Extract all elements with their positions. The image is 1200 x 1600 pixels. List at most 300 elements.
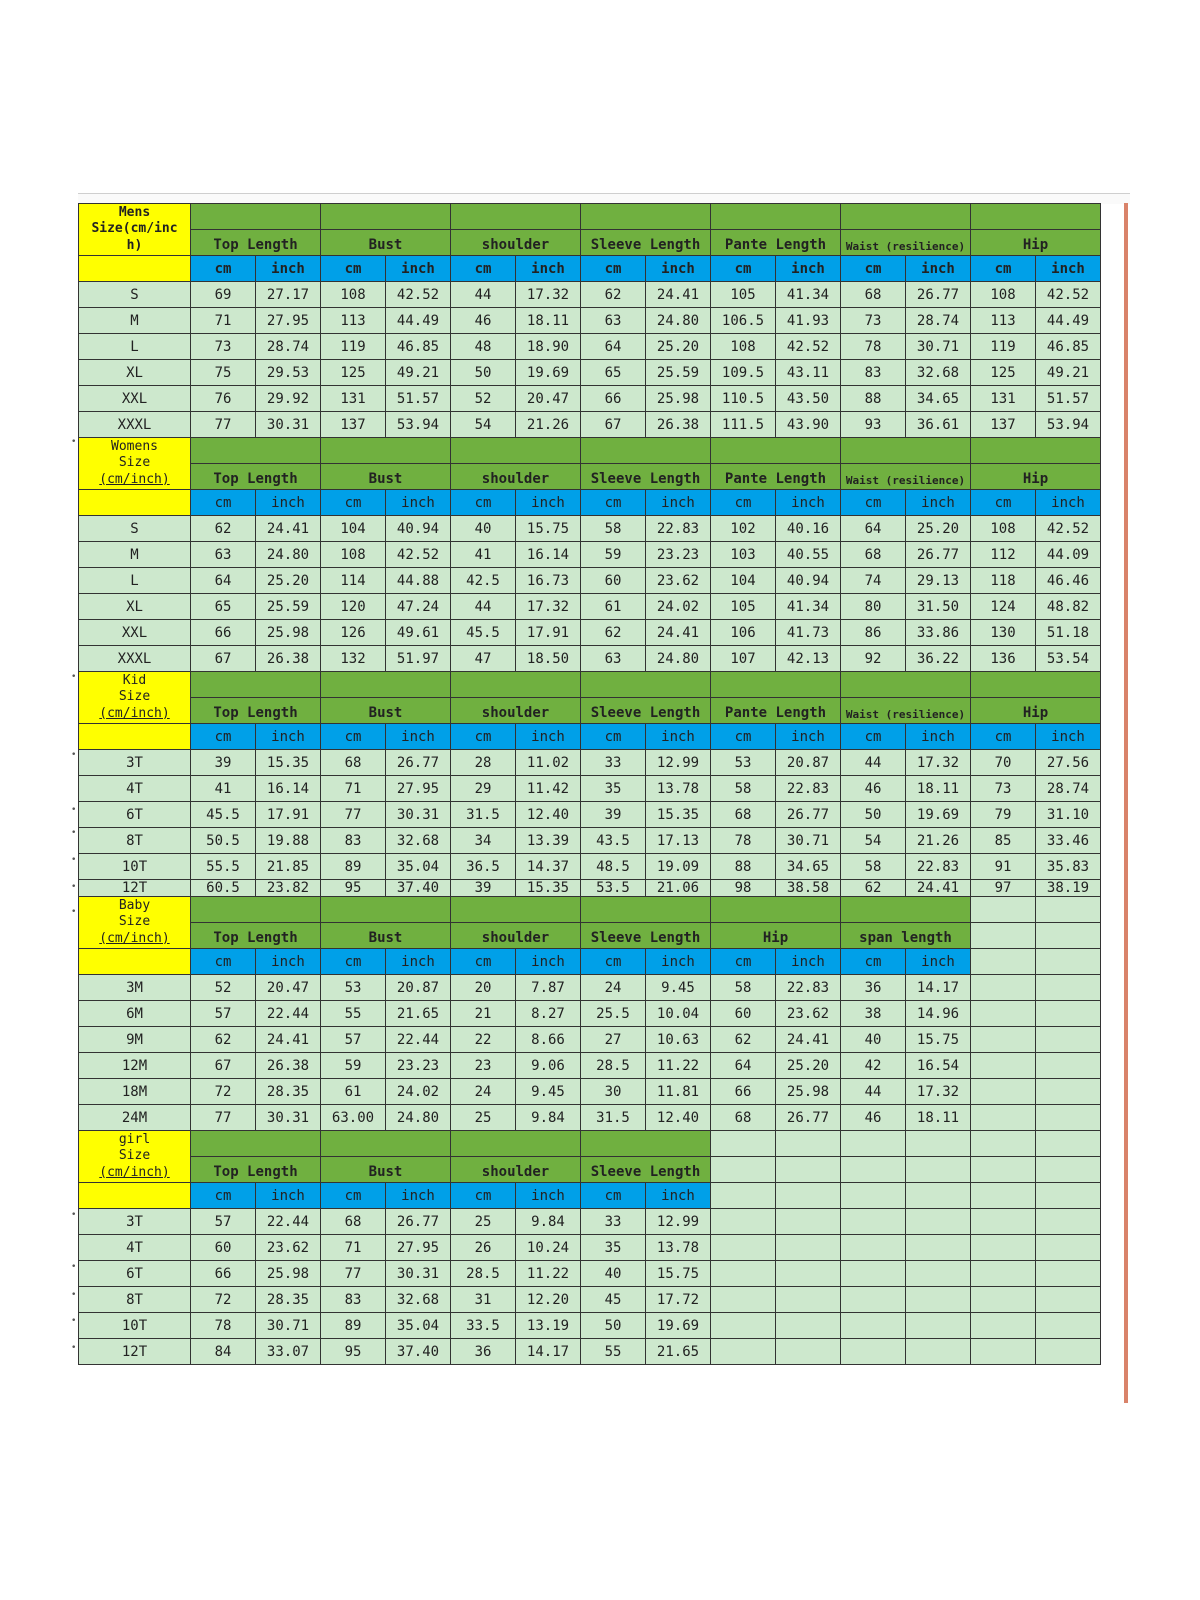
column-header-row bbox=[79, 923, 1101, 949]
section-label-line: (cm/inch) bbox=[99, 930, 170, 946]
empty-cell bbox=[841, 1339, 906, 1365]
value-cell: 49.21 bbox=[1036, 360, 1101, 386]
value-cell: 42.52 bbox=[386, 282, 451, 308]
section-label bbox=[79, 897, 191, 949]
value-cell: 22.83 bbox=[776, 975, 841, 1001]
value-cell: 66 bbox=[191, 1261, 256, 1287]
unit-cell: cm bbox=[581, 256, 646, 282]
empty-cell bbox=[971, 1105, 1036, 1131]
value-cell: 19.09 bbox=[646, 854, 711, 880]
value-cell: 25.98 bbox=[646, 386, 711, 412]
value-cell: 114 bbox=[321, 568, 386, 594]
value-cell: 20.87 bbox=[776, 750, 841, 776]
size-cell: 8T bbox=[79, 828, 191, 854]
value-cell: 49.61 bbox=[386, 620, 451, 646]
value-cell: 30.31 bbox=[256, 412, 321, 438]
unit-cell: cm bbox=[451, 490, 516, 516]
value-cell: 46 bbox=[841, 1105, 906, 1131]
table-row bbox=[79, 1105, 1101, 1131]
value-cell: 30.31 bbox=[386, 1261, 451, 1287]
size-cell: XXXL bbox=[79, 412, 191, 438]
empty-cell bbox=[906, 1209, 971, 1235]
value-cell: 40.55 bbox=[776, 542, 841, 568]
value-cell: 35.04 bbox=[386, 854, 451, 880]
value-cell: 78 bbox=[841, 334, 906, 360]
table-row bbox=[79, 594, 1101, 620]
header-blank-cell bbox=[971, 204, 1101, 230]
empty-cell bbox=[841, 1261, 906, 1287]
unit-cell: inch bbox=[776, 724, 841, 750]
value-cell: 64 bbox=[191, 568, 256, 594]
value-cell: 31.5 bbox=[581, 1105, 646, 1131]
unit-cell: inch bbox=[516, 1183, 581, 1209]
value-cell: 59 bbox=[581, 542, 646, 568]
size-cell: M bbox=[79, 542, 191, 568]
value-cell: 24 bbox=[451, 1079, 516, 1105]
value-cell: 28.74 bbox=[1036, 776, 1101, 802]
section-label-line: Size bbox=[118, 689, 151, 705]
value-cell: 79 bbox=[971, 802, 1036, 828]
value-cell: 64 bbox=[841, 516, 906, 542]
table-row bbox=[79, 282, 1101, 308]
value-cell: 19.88 bbox=[256, 828, 321, 854]
value-cell: 28 bbox=[451, 750, 516, 776]
value-cell: 126 bbox=[321, 620, 386, 646]
value-cell: 108 bbox=[971, 282, 1036, 308]
section-label-line: Mens bbox=[118, 205, 151, 221]
value-cell: 85 bbox=[971, 828, 1036, 854]
value-cell: 22.83 bbox=[776, 776, 841, 802]
unit-cell: cm bbox=[451, 256, 516, 282]
value-cell: 83 bbox=[841, 360, 906, 386]
empty-cell bbox=[1036, 1079, 1101, 1105]
size-cell: 18M bbox=[79, 1079, 191, 1105]
value-cell: 25.98 bbox=[256, 1261, 321, 1287]
value-cell: 24.41 bbox=[646, 620, 711, 646]
section-label-line: Womens bbox=[111, 439, 158, 455]
value-cell: 125 bbox=[971, 360, 1036, 386]
size-cell: 6T bbox=[79, 802, 191, 828]
value-cell: 103 bbox=[711, 542, 776, 568]
value-cell: 53.54 bbox=[1036, 646, 1101, 672]
section-title-row bbox=[79, 438, 1101, 464]
value-cell: 110.5 bbox=[711, 386, 776, 412]
row-resize-handle[interactable]: • bbox=[71, 750, 77, 760]
value-cell: 51.57 bbox=[1036, 386, 1101, 412]
size-cell: XXL bbox=[79, 386, 191, 412]
value-cell: 60 bbox=[191, 1235, 256, 1261]
value-cell: 40 bbox=[581, 1261, 646, 1287]
row-resize-handle[interactable]: • bbox=[71, 1343, 77, 1353]
value-cell: 8.27 bbox=[516, 1001, 581, 1027]
value-cell: 16.54 bbox=[906, 1053, 971, 1079]
size-cell: 10T bbox=[79, 1313, 191, 1339]
value-cell: 36.61 bbox=[906, 412, 971, 438]
value-cell: 113 bbox=[321, 308, 386, 334]
table-row bbox=[79, 516, 1101, 542]
header-blank-cell bbox=[451, 438, 581, 464]
column-header: Pante Length bbox=[711, 464, 841, 490]
value-cell: 32.68 bbox=[386, 828, 451, 854]
label-filler-cell bbox=[79, 490, 191, 516]
row-resize-handle[interactable]: • bbox=[71, 1262, 77, 1272]
value-cell: 17.32 bbox=[906, 1079, 971, 1105]
unit-cell: cm bbox=[711, 949, 776, 975]
empty-cell bbox=[971, 949, 1036, 975]
empty-cell bbox=[971, 1053, 1036, 1079]
value-cell: 45.5 bbox=[191, 802, 256, 828]
size-cell: S bbox=[79, 516, 191, 542]
value-cell: 11.22 bbox=[646, 1053, 711, 1079]
value-cell: 71 bbox=[191, 308, 256, 334]
value-cell: 54 bbox=[841, 828, 906, 854]
value-cell: 25.59 bbox=[646, 360, 711, 386]
value-cell: 15.75 bbox=[516, 516, 581, 542]
value-cell: 21.65 bbox=[386, 1001, 451, 1027]
section-title-row bbox=[79, 672, 1101, 698]
value-cell: 26.77 bbox=[906, 282, 971, 308]
column-header: Sleeve Length bbox=[581, 698, 711, 724]
empty-cell bbox=[971, 1079, 1036, 1105]
value-cell: 10.24 bbox=[516, 1235, 581, 1261]
value-cell: 21.26 bbox=[906, 828, 971, 854]
value-cell: 49.21 bbox=[386, 360, 451, 386]
value-cell: 68 bbox=[711, 802, 776, 828]
column-header: Hip bbox=[711, 923, 841, 949]
value-cell: 8.66 bbox=[516, 1027, 581, 1053]
value-cell: 15.35 bbox=[516, 880, 581, 897]
value-cell: 24.80 bbox=[646, 308, 711, 334]
value-cell: 10.04 bbox=[646, 1001, 711, 1027]
unit-cell: inch bbox=[646, 949, 711, 975]
empty-cell bbox=[971, 1183, 1036, 1209]
section-title-row bbox=[79, 1131, 1101, 1157]
value-cell: 111.5 bbox=[711, 412, 776, 438]
value-cell: 22.44 bbox=[386, 1027, 451, 1053]
value-cell: 41.34 bbox=[776, 282, 841, 308]
column-header: Bust bbox=[321, 698, 451, 724]
value-cell: 22.44 bbox=[256, 1209, 321, 1235]
value-cell: 38.58 bbox=[776, 880, 841, 897]
section-label bbox=[79, 438, 191, 490]
header-blank-cell bbox=[451, 672, 581, 698]
value-cell: 88 bbox=[841, 386, 906, 412]
empty-cell bbox=[1036, 1287, 1101, 1313]
value-cell: 52 bbox=[191, 975, 256, 1001]
value-cell: 54 bbox=[451, 412, 516, 438]
value-cell: 33.46 bbox=[1036, 828, 1101, 854]
value-cell: 44.09 bbox=[1036, 542, 1101, 568]
section-title-row bbox=[79, 204, 1101, 230]
empty-cell bbox=[906, 1183, 971, 1209]
unit-row bbox=[79, 724, 1101, 750]
table-row bbox=[79, 542, 1101, 568]
value-cell: 26.77 bbox=[386, 750, 451, 776]
empty-cell bbox=[906, 1235, 971, 1261]
value-cell: 18.50 bbox=[516, 646, 581, 672]
value-cell: 25.98 bbox=[776, 1079, 841, 1105]
size-cell: 8T bbox=[79, 1287, 191, 1313]
table-row bbox=[79, 1001, 1101, 1027]
header-blank-cell bbox=[711, 204, 841, 230]
row-resize-handle[interactable]: • bbox=[71, 672, 77, 682]
value-cell: 33.5 bbox=[451, 1313, 516, 1339]
unit-row bbox=[79, 256, 1101, 282]
column-header: Top Length bbox=[191, 923, 321, 949]
value-cell: 77 bbox=[321, 1261, 386, 1287]
value-cell: 131 bbox=[321, 386, 386, 412]
value-cell: 35 bbox=[581, 776, 646, 802]
value-cell: 25.20 bbox=[646, 334, 711, 360]
value-cell: 37.40 bbox=[386, 880, 451, 897]
empty-cell bbox=[1036, 1235, 1101, 1261]
value-cell: 55 bbox=[321, 1001, 386, 1027]
column-header: Hip bbox=[971, 230, 1101, 256]
value-cell: 67 bbox=[191, 646, 256, 672]
size-cell: L bbox=[79, 334, 191, 360]
table-row bbox=[79, 568, 1101, 594]
empty-cell bbox=[1036, 1131, 1101, 1157]
value-cell: 24 bbox=[581, 975, 646, 1001]
value-cell: 27.95 bbox=[256, 308, 321, 334]
value-cell: 48.5 bbox=[581, 854, 646, 880]
size-cell: 3T bbox=[79, 1209, 191, 1235]
table-row bbox=[79, 1313, 1101, 1339]
column-header: span length bbox=[841, 923, 971, 949]
value-cell: 137 bbox=[971, 412, 1036, 438]
row-resize-handle[interactable]: • bbox=[71, 882, 77, 892]
value-cell: 107 bbox=[711, 646, 776, 672]
column-header: Bust bbox=[321, 1157, 451, 1183]
value-cell: 12.20 bbox=[516, 1287, 581, 1313]
value-cell: 41.93 bbox=[776, 308, 841, 334]
column-header: shoulder bbox=[451, 923, 581, 949]
size-cell: XL bbox=[79, 594, 191, 620]
column-header: Bust bbox=[321, 230, 451, 256]
size-cell: 9M bbox=[79, 1027, 191, 1053]
value-cell: 59 bbox=[321, 1053, 386, 1079]
value-cell: 30.71 bbox=[256, 1313, 321, 1339]
row-resize-handle[interactable]: • bbox=[71, 855, 77, 865]
section-label-line: Kid bbox=[122, 673, 147, 689]
empty-cell bbox=[971, 1235, 1036, 1261]
section-label-line: (cm/inch) bbox=[99, 471, 170, 487]
value-cell: 61 bbox=[581, 594, 646, 620]
value-cell: 25.20 bbox=[776, 1053, 841, 1079]
header-blank-cell bbox=[711, 672, 841, 698]
unit-cell: cm bbox=[711, 490, 776, 516]
value-cell: 15.35 bbox=[256, 750, 321, 776]
table-row bbox=[79, 776, 1101, 802]
empty-cell bbox=[971, 1001, 1036, 1027]
value-cell: 24.41 bbox=[646, 282, 711, 308]
column-header: shoulder bbox=[451, 230, 581, 256]
value-cell: 77 bbox=[321, 802, 386, 828]
value-cell: 44.49 bbox=[386, 308, 451, 334]
value-cell: 28.35 bbox=[256, 1079, 321, 1105]
value-cell: 50 bbox=[581, 1313, 646, 1339]
unit-cell: inch bbox=[516, 256, 581, 282]
value-cell: 68 bbox=[711, 1105, 776, 1131]
value-cell: 71 bbox=[321, 776, 386, 802]
unit-cell: inch bbox=[646, 724, 711, 750]
value-cell: 44 bbox=[451, 594, 516, 620]
value-cell: 40 bbox=[451, 516, 516, 542]
header-blank-cell bbox=[581, 1131, 711, 1157]
row-resize-handle[interactable]: • bbox=[71, 907, 77, 917]
header-blank-cell bbox=[321, 438, 451, 464]
header-blank-cell bbox=[711, 438, 841, 464]
unit-cell: inch bbox=[646, 1183, 711, 1209]
value-cell: 29.53 bbox=[256, 360, 321, 386]
value-cell: 120 bbox=[321, 594, 386, 620]
header-blank-cell bbox=[451, 897, 581, 923]
value-cell: 68 bbox=[321, 1209, 386, 1235]
value-cell: 57 bbox=[191, 1209, 256, 1235]
value-cell: 15.75 bbox=[646, 1261, 711, 1287]
value-cell: 25.20 bbox=[906, 516, 971, 542]
section-label-line: Size(cm/inc bbox=[91, 221, 178, 237]
value-cell: 97 bbox=[971, 880, 1036, 897]
unit-cell: inch bbox=[256, 490, 321, 516]
value-cell: 24.80 bbox=[646, 646, 711, 672]
value-cell: 40.94 bbox=[776, 568, 841, 594]
empty-cell bbox=[711, 1209, 776, 1235]
section-label-line: Baby bbox=[118, 898, 151, 914]
unit-cell: inch bbox=[256, 949, 321, 975]
value-cell: 14.96 bbox=[906, 1001, 971, 1027]
value-cell: 77 bbox=[191, 412, 256, 438]
row-resize-handle[interactable]: • bbox=[71, 1290, 77, 1300]
header-blank-cell bbox=[191, 897, 321, 923]
table-row bbox=[79, 828, 1101, 854]
empty-cell bbox=[971, 897, 1036, 923]
header-blank-cell bbox=[191, 438, 321, 464]
value-cell: 17.32 bbox=[516, 594, 581, 620]
column-header-row bbox=[79, 1157, 1101, 1183]
value-cell: 68 bbox=[841, 282, 906, 308]
value-cell: 28.5 bbox=[451, 1261, 516, 1287]
value-cell: 24.41 bbox=[256, 1027, 321, 1053]
column-header: Sleeve Length bbox=[581, 464, 711, 490]
unit-cell: inch bbox=[1036, 490, 1101, 516]
value-cell: 42.52 bbox=[1036, 516, 1101, 542]
header-blank-cell bbox=[841, 438, 971, 464]
row-resize-handle[interactable]: • bbox=[71, 1210, 77, 1220]
value-cell: 84 bbox=[191, 1339, 256, 1365]
row-resize-handle[interactable]: • bbox=[71, 805, 77, 815]
unit-cell: cm bbox=[581, 490, 646, 516]
value-cell: 42.52 bbox=[776, 334, 841, 360]
value-cell: 38.19 bbox=[1036, 880, 1101, 897]
row-resize-handle[interactable]: • bbox=[71, 828, 77, 838]
value-cell: 63 bbox=[191, 542, 256, 568]
value-cell: 20.87 bbox=[386, 975, 451, 1001]
unit-cell: cm bbox=[191, 724, 256, 750]
value-cell: 63 bbox=[581, 308, 646, 334]
value-cell: 62 bbox=[581, 282, 646, 308]
value-cell: 20 bbox=[451, 975, 516, 1001]
unit-cell: inch bbox=[906, 724, 971, 750]
value-cell: 18.90 bbox=[516, 334, 581, 360]
value-cell: 68 bbox=[841, 542, 906, 568]
value-cell: 130 bbox=[971, 620, 1036, 646]
value-cell: 108 bbox=[321, 282, 386, 308]
value-cell: 74 bbox=[841, 568, 906, 594]
table-row bbox=[79, 386, 1101, 412]
empty-cell bbox=[1036, 1001, 1101, 1027]
empty-cell bbox=[1036, 897, 1101, 923]
value-cell: 95 bbox=[321, 880, 386, 897]
value-cell: 14.17 bbox=[516, 1339, 581, 1365]
unit-cell: cm bbox=[841, 724, 906, 750]
value-cell: 89 bbox=[321, 1313, 386, 1339]
empty-cell bbox=[1036, 1261, 1101, 1287]
table-row bbox=[79, 360, 1101, 386]
value-cell: 55 bbox=[581, 1339, 646, 1365]
empty-cell bbox=[1036, 1339, 1101, 1365]
value-cell: 30.31 bbox=[256, 1105, 321, 1131]
unit-cell: cm bbox=[321, 256, 386, 282]
value-cell: 41.73 bbox=[776, 620, 841, 646]
value-cell: 105 bbox=[711, 594, 776, 620]
value-cell: 62 bbox=[191, 516, 256, 542]
unit-cell: inch bbox=[256, 724, 321, 750]
value-cell: 53 bbox=[321, 975, 386, 1001]
value-cell: 40.16 bbox=[776, 516, 841, 542]
value-cell: 67 bbox=[191, 1053, 256, 1079]
value-cell: 44 bbox=[841, 750, 906, 776]
unit-cell: cm bbox=[581, 724, 646, 750]
row-resize-handle[interactable]: • bbox=[71, 1316, 77, 1326]
value-cell: 118 bbox=[971, 568, 1036, 594]
value-cell: 26.77 bbox=[776, 1105, 841, 1131]
unit-cell: cm bbox=[321, 724, 386, 750]
value-cell: 83 bbox=[321, 1287, 386, 1313]
unit-cell: inch bbox=[386, 949, 451, 975]
value-cell: 43.50 bbox=[776, 386, 841, 412]
value-cell: 16.14 bbox=[256, 776, 321, 802]
table-row bbox=[79, 1261, 1101, 1287]
column-header: Sleeve Length bbox=[581, 230, 711, 256]
value-cell: 53.5 bbox=[581, 880, 646, 897]
value-cell: 50 bbox=[451, 360, 516, 386]
unit-cell: cm bbox=[321, 490, 386, 516]
value-cell: 24.80 bbox=[256, 542, 321, 568]
value-cell: 62 bbox=[191, 1027, 256, 1053]
value-cell: 72 bbox=[191, 1079, 256, 1105]
row-resize-handle[interactable]: • bbox=[71, 437, 77, 447]
header-blank-cell bbox=[191, 672, 321, 698]
value-cell: 13.19 bbox=[516, 1313, 581, 1339]
unit-cell: inch bbox=[516, 724, 581, 750]
size-cell: 12T bbox=[79, 880, 191, 897]
value-cell: 55.5 bbox=[191, 854, 256, 880]
value-cell: 51.18 bbox=[1036, 620, 1101, 646]
value-cell: 9.84 bbox=[516, 1209, 581, 1235]
value-cell: 24.80 bbox=[386, 1105, 451, 1131]
header-blank-cell bbox=[581, 438, 711, 464]
empty-cell bbox=[1036, 1183, 1101, 1209]
empty-cell bbox=[971, 1313, 1036, 1339]
empty-cell bbox=[906, 1287, 971, 1313]
value-cell: 93 bbox=[841, 412, 906, 438]
size-chart-sheet bbox=[78, 203, 1124, 1403]
value-cell: 34.65 bbox=[906, 386, 971, 412]
empty-cell bbox=[971, 923, 1036, 949]
column-header-row bbox=[79, 698, 1101, 724]
value-cell: 26.38 bbox=[256, 646, 321, 672]
